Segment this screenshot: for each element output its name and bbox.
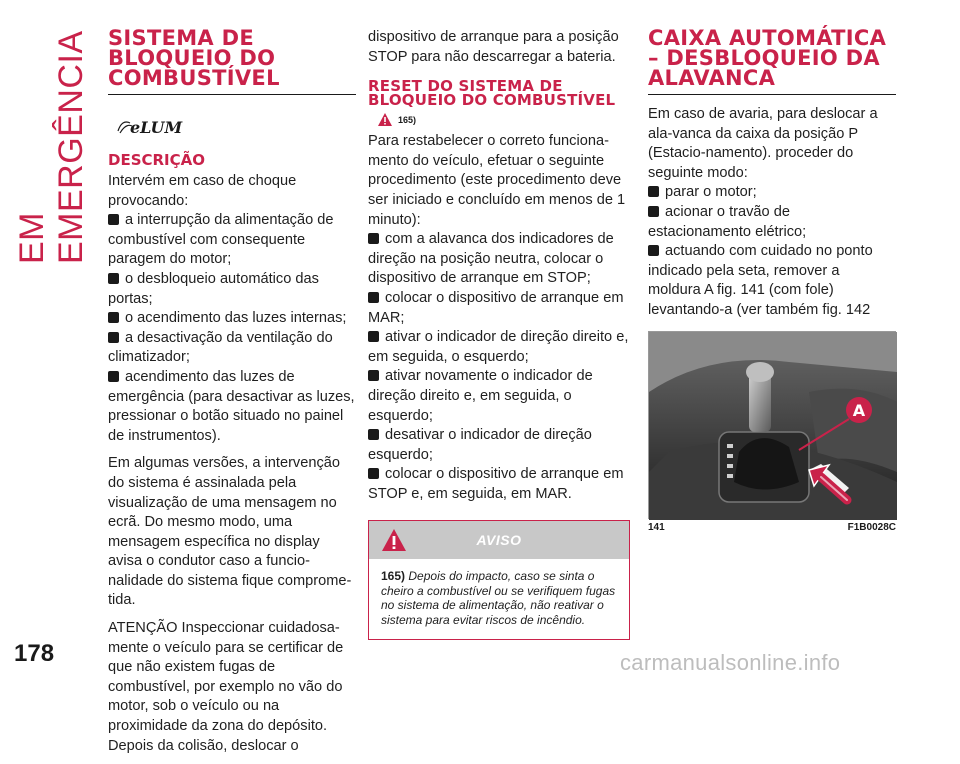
gearbox-intro: Em caso de avaria, para deslocar a ala-vanca da caixa da posição P (Estacio-namento). proceder do seguinte modo: [648, 106, 878, 181]
list-item [368, 230, 630, 289]
bullet-square-icon [648, 186, 659, 197]
bullet-square-icon [648, 206, 659, 217]
elum-logo-icon [116, 113, 183, 137]
bullet-text: parar o motor; [665, 184, 757, 201]
bullet-square-icon [648, 245, 659, 256]
aviso-body [369, 559, 629, 639]
fuel-cutoff-warning-paragraph: ATENÇÃO Inspeccionar cuidadosa-mente o veículo para se certificar de que não existem fugas de combustível, por exemplo no vão do motor, sob o veículo ou na proximidade da zona do depósito. Depois da colisão, deslocar o [108, 620, 344, 754]
bullet-text: com a alavanca dos indicadores de direção na posição neutra, colocar o dispositivo de arranque em STOP; [368, 231, 614, 287]
heading-descricao: DESCRIÇÃO [108, 151, 206, 169]
gear-lever-figure [648, 331, 896, 519]
list-item [108, 270, 356, 309]
list-item [368, 289, 630, 328]
bullet-text: ativar o indicador de direção direito e, em seguida, o esquerdo; [368, 329, 629, 365]
list-item [368, 465, 630, 504]
watermark: carmanualsonline.info [620, 650, 841, 675]
fuel-cutoff-message-paragraph: Em algumas versões, a intervenção do sistema é assinalada pela visualização de uma mensagem no ecrã. Do mesmo modo, uma mensagem específica no display avisa o condutor caso a funcio-nalidade do sistema fique comprome-tida. [108, 455, 352, 609]
warning-triangle-icon [378, 113, 392, 126]
column-fuel-cutoff [108, 28, 356, 764]
continued-paragraph: dispositivo de arranque para a posição STOP para não descarregar a bateria. [368, 29, 619, 65]
list-item [368, 328, 630, 367]
section-side-tab: EM EMERGÊNCIA [13, 30, 90, 264]
list-item [648, 242, 896, 320]
warning-ref-number: 165) [398, 114, 417, 125]
aviso-header [369, 521, 629, 559]
bullet-square-icon [108, 214, 119, 225]
list-item [108, 211, 356, 270]
aviso-box [368, 520, 630, 640]
list-item [108, 329, 356, 368]
list-item [368, 426, 630, 465]
fuel-cutoff-intro: Intervém em caso de choque provocando: [108, 173, 297, 209]
heading-reset-fuel-cutoff: RESET DO SISTEMA DE BLOQUEIO DO COMBUSTÍVEL [368, 77, 616, 110]
figure-caption [648, 522, 896, 533]
bullet-text: o desbloqueio automático das portas; [108, 270, 319, 307]
bullet-text: colocar o dispositivo de arranque em MAR; [368, 289, 624, 326]
warning-triangle-icon [381, 528, 407, 552]
bullet-text: a desactivação da ventilação do climatizador; [108, 329, 333, 366]
column-auto-gearbox [648, 28, 896, 533]
warning-reference [378, 113, 630, 126]
bullet-text: actuando com cuidado no ponto indicado pela seta, remover a moldura A fig. 141 (com fole) levantando-a (ver também fig. 142 [648, 243, 873, 318]
bullet-square-icon [108, 332, 119, 343]
bullet-text: colocar o dispositivo de arranque em STOP e, em seguida, em MAR. [368, 466, 624, 502]
bullet-square-icon [108, 371, 119, 382]
bullet-square-icon [368, 292, 379, 303]
bullet-square-icon [368, 429, 379, 440]
bullet-text: a interrupção da alimentação de combustível com consequente paragem do motor; [108, 212, 334, 268]
list-item [648, 183, 896, 203]
elum-logo-text: eLUM [130, 118, 183, 137]
bullet-text: o acendimento das luzes internas; [125, 310, 347, 327]
gear-lever-illustration [649, 332, 897, 520]
bullet-square-icon [368, 233, 379, 244]
bullet-text: acionar o travão de estacionamento elétrico; [648, 203, 807, 240]
callout-a-label: A [852, 400, 866, 420]
column-fuel-reset [368, 28, 630, 640]
bullet-text: acendimento das luzes de emergência (para desactivar as luzes, pressionar o botão situado no painel de instrumentos). [108, 368, 355, 444]
list-item [108, 368, 356, 446]
bullet-text: ativar novamente o indicador de direção direito e, em seguida, o esquerdo; [368, 368, 593, 424]
aviso-ref: 165) [381, 569, 406, 584]
list-item [368, 367, 630, 426]
list-item [108, 309, 356, 329]
heading-fuel-cutoff: SISTEMA DE BLOQUEIO DO COMBUSTÍVEL [108, 28, 356, 95]
list-item [648, 203, 896, 242]
bullet-square-icon [368, 468, 379, 479]
bullet-text: desativar o indicador de direção esquerdo; [368, 427, 592, 463]
figure-code: F1B0028C [847, 521, 896, 533]
heading-auto-gearbox-release: CAIXA AUTOMÁTICA – DESBLOQUEIO DA ALAVANCA [648, 28, 896, 95]
bullet-square-icon [368, 331, 379, 342]
bullet-square-icon [108, 273, 119, 284]
aviso-title: AVISO [476, 532, 522, 549]
aviso-text: Depois do impacto, caso se sinta o cheiro a combustível ou se verifiquem fugas no sistema de alimentação, não reativar o sistema para evitar riscos de incêndio. [381, 569, 616, 627]
bullet-square-icon [108, 312, 119, 323]
figure-number: 141 [648, 521, 665, 533]
reset-intro: Para restabelecer o correto funciona-mento do veículo, efetuar o seguinte procedimento (este procedimento deve ser iniciado e concluído em menos de 1 minuto): [368, 133, 626, 228]
bullet-square-icon [368, 370, 379, 381]
page-number: 178 [14, 640, 55, 667]
